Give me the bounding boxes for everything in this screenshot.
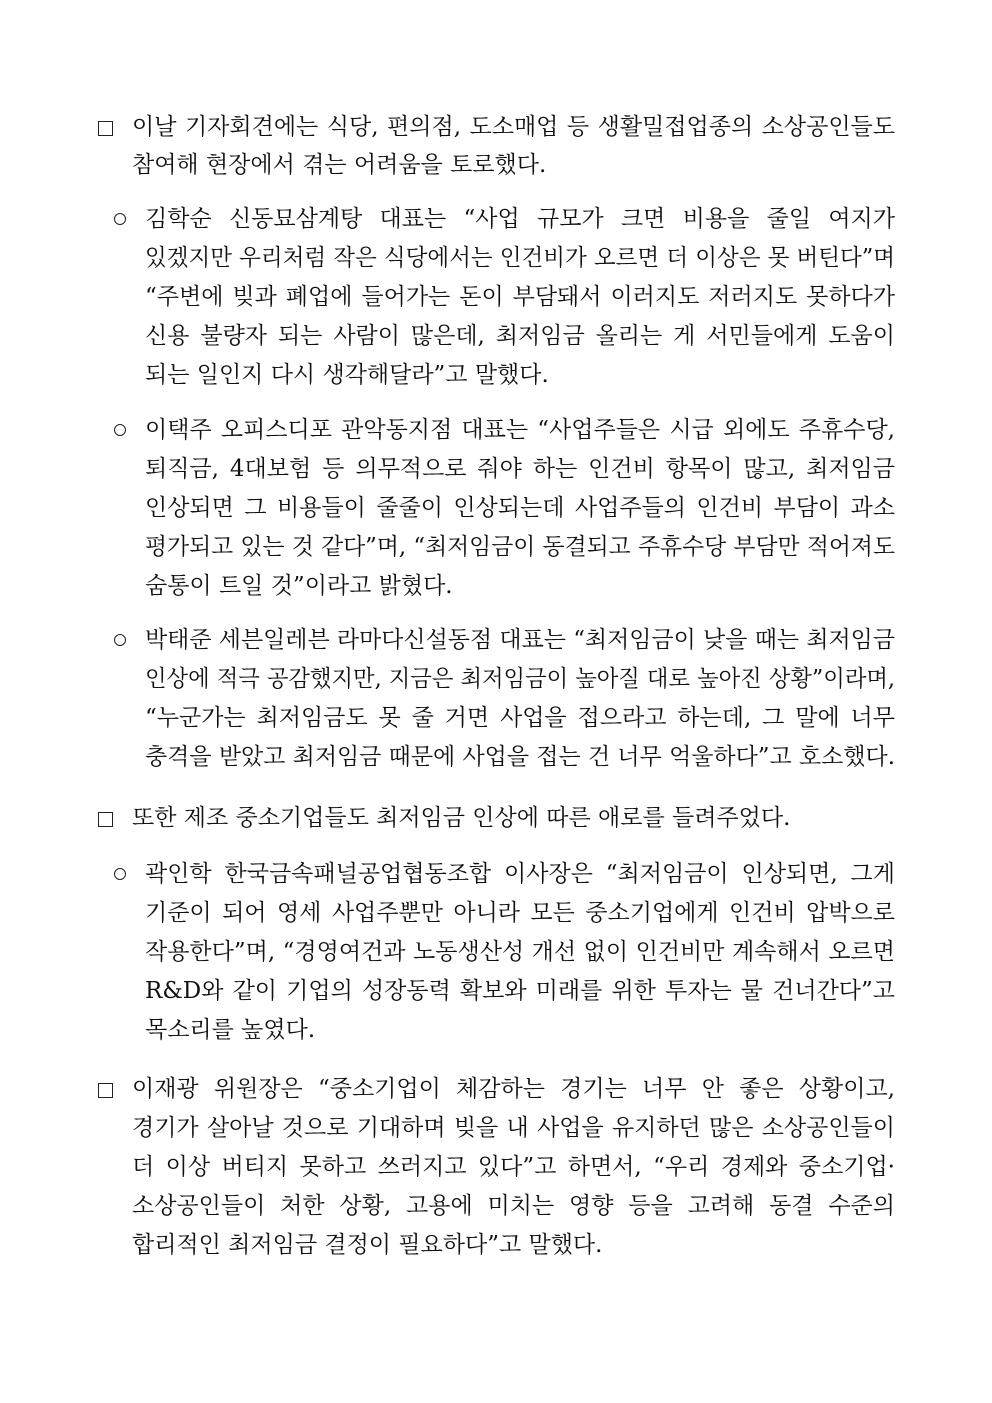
square-bullet-icon [98,1083,113,1098]
square-bullet-icon [98,812,113,827]
text-line: 평가되고 있는 것 같다”며, “최저임금이 동결되고 주휴수당 부담만 적어져도 [145,534,895,560]
text-line: 더 이상 버티지 못하고 쓰러지고 있다”고 하면서, “우리 경제와 중소기업· [132,1154,895,1180]
text-line: 참여해 현장에서 겪는 어려움을 토로했다. [132,152,547,178]
text-line: 곽인학 한국금속패널공업협동조합 이사장은 “최저임금이 인상되면, 그게 [145,861,895,887]
text-line: 이날 기자회견에는 식당, 편의점, 도소매업 등 생활밀접업종의 소상공인들도 [132,114,895,140]
text-line: 되는 일인지 다시 생각해달라”고 말했다. [145,362,549,388]
text-line: 작용한다”며, “경영여건과 노동생산성 개선 없이 인건비만 계속해서 오르면 [145,939,895,965]
text-line: 이재광 위원장은 “중소기업이 체감하는 경기는 너무 안 좋은 상황이고, [132,1076,895,1102]
text-line: 합리적인 최저임금 결정이 필요하다”고 말했다. [132,1232,603,1258]
text-line: 퇴직금, 4대보험 등 의무적으로 줘야 하는 인건비 항목이 많고, 최저임금 [145,456,895,482]
text-line: 인상에 적극 공감했지만, 지금은 최저임금이 높아질 대로 높아진 상황”이라며, [145,666,895,692]
text-line: 또한 제조 중소기업들도 최저임금 인상에 따른 애로를 들려주었다. [132,805,791,831]
text-line: 목소리를 높였다. [145,1017,316,1043]
text-line: “주변에 빚과 폐업에 들어가는 돈이 부담돼서 이러지도 저러지도 못하다가 [145,284,895,310]
text-line: 김학순 신동묘삼계탕 대표는 “사업 규모가 크면 비용을 줄일 여지가 [145,206,895,232]
text-line: R&D와 같이 기업의 성장동력 확보와 미래를 위한 투자는 물 건너간다”고 [145,978,895,1004]
circle-bullet-icon [114,424,126,436]
circle-bullet-icon [114,868,126,880]
text-line: 경기가 살아날 것으로 기대하며 빚을 내 사업을 유지하던 많은 소상공인들이 [132,1115,895,1141]
text-line: 숨통이 트일 것”이라고 밝혔다. [145,573,453,599]
text-line: 이택주 오피스디포 관악동지점 대표는 “사업주들은 시급 외에도 주휴수당, [145,417,895,443]
text-line: 있겠지만 우리처럼 작은 식당에서는 인건비가 오르면 더 이상은 못 버틴다”며 [145,245,895,271]
text-line: 박태준 세븐일레븐 라마다신설동점 대표는 “최저임금이 낮을 때는 최저임금 [145,627,895,653]
text-line: 소상공인들이 처한 상황, 고용에 미치는 영향 등을 고려해 동결 수준의 [132,1193,895,1219]
circle-bullet-icon [114,213,126,225]
text-line: 인상되면 그 비용들이 줄줄이 인상되는데 사업주들의 인건비 부담이 과소 [145,495,895,521]
text-line: 신용 불량자 되는 사람이 많은데, 최저임금 올리는 게 서민들에게 도움이 [145,323,895,349]
text-line: 기준이 되어 영세 사업주뿐만 아니라 모든 중소기업에게 인건비 압박으로 [145,900,895,926]
circle-bullet-icon [114,634,126,646]
text-line: “누군가는 최저임금도 못 줄 거면 사업을 접으라고 하는데, 그 말에 너무 [145,705,895,731]
square-bullet-icon [98,121,113,136]
text-line: 충격을 받았고 최저임금 때문에 사업을 접는 건 너무 억울하다”고 호소했다. [145,744,895,770]
